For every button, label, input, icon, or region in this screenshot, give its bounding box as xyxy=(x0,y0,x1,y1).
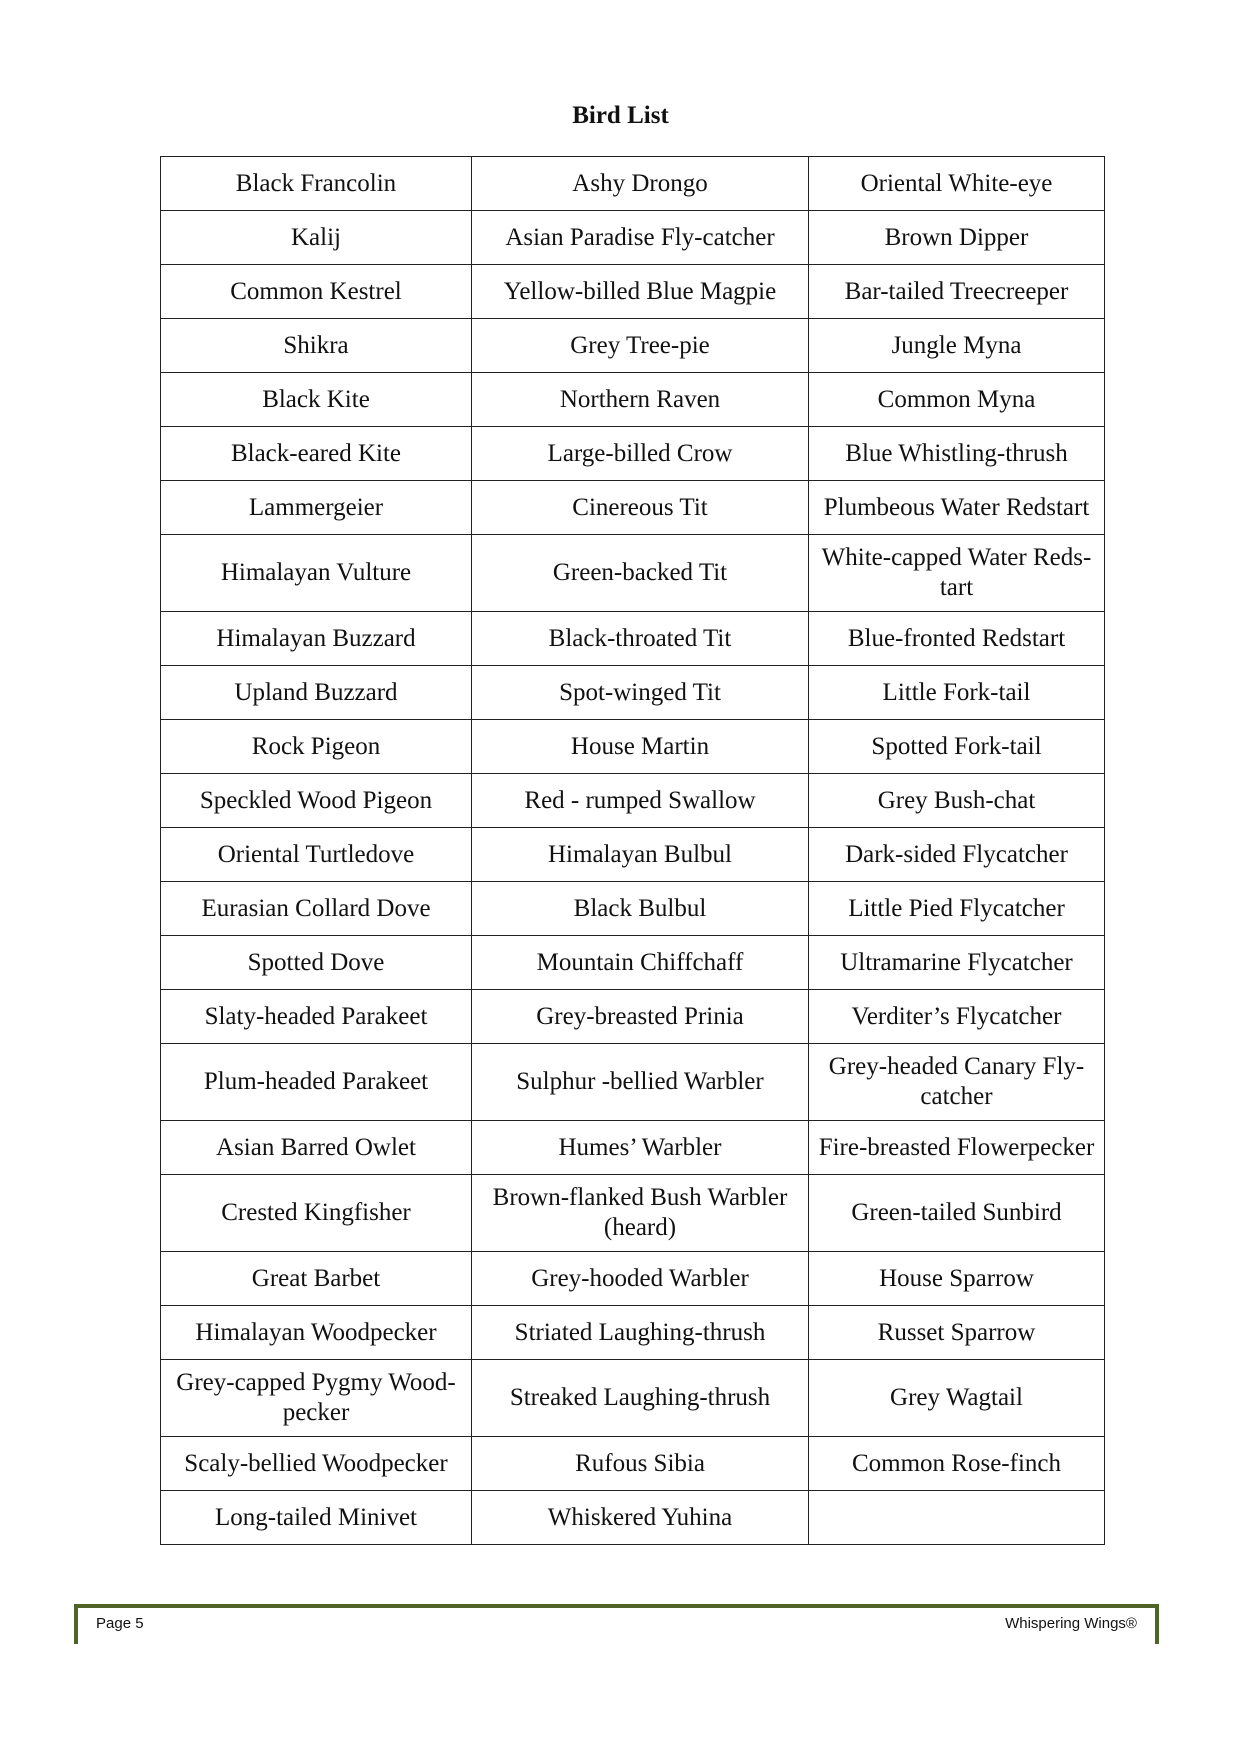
table-cell: Little Pied Flycatcher xyxy=(809,882,1105,936)
table-row xyxy=(161,1437,1105,1491)
table-cell: Crested Kingfisher xyxy=(161,1175,472,1252)
table-row xyxy=(161,666,1105,720)
table-cell: Brown-flanked Bush Warbler (heard) xyxy=(472,1175,809,1252)
table-cell: Common Rose-finch xyxy=(809,1437,1105,1491)
table-row xyxy=(161,319,1105,373)
table-cell: Asian Paradise Fly-catcher xyxy=(472,211,809,265)
table-cell: Yellow-billed Blue Magpie xyxy=(472,265,809,319)
table-cell: Himalayan Buzzard xyxy=(161,612,472,666)
table-cell: Black-eared Kite xyxy=(161,427,472,481)
table-cell: Ashy Drongo xyxy=(472,157,809,211)
table-row xyxy=(161,720,1105,774)
table-cell: Grey-hooded Warbler xyxy=(472,1252,809,1306)
table-cell: Speckled Wood Pigeon xyxy=(161,774,472,828)
table-cell: Kalij xyxy=(161,211,472,265)
table-row xyxy=(161,612,1105,666)
table-cell: Streaked Laughing-thrush xyxy=(472,1360,809,1437)
footer-brand: Whispering Wings® xyxy=(1005,1615,1137,1632)
table-cell: Verditer’s Flycatcher xyxy=(809,990,1105,1044)
table-cell: Cinereous Tit xyxy=(472,481,809,535)
table-row xyxy=(161,882,1105,936)
table-cell: Blue Whistling-thrush xyxy=(809,427,1105,481)
table-cell: Grey Tree-pie xyxy=(472,319,809,373)
table-cell: Eurasian Collard Dove xyxy=(161,882,472,936)
table-row xyxy=(161,1491,1105,1545)
table-cell: Red - rumped Swallow xyxy=(472,774,809,828)
table-cell: Rock Pigeon xyxy=(161,720,472,774)
table-cell: Asian Barred Owlet xyxy=(161,1121,472,1175)
table-cell: Fire-breasted Flowerpecker xyxy=(809,1121,1105,1175)
table-cell: Brown Dipper xyxy=(809,211,1105,265)
table-cell: Little Fork-tail xyxy=(809,666,1105,720)
table-row xyxy=(161,373,1105,427)
table-cell: House Sparrow xyxy=(809,1252,1105,1306)
table-cell: Himalayan Woodpecker xyxy=(161,1306,472,1360)
table-cell: Whiskered Yuhina xyxy=(472,1491,809,1545)
table-row xyxy=(161,1306,1105,1360)
table-cell: Spotted Fork-tail xyxy=(809,720,1105,774)
table-row xyxy=(161,1252,1105,1306)
table-row xyxy=(161,1044,1105,1121)
table-cell: Black-throated Tit xyxy=(472,612,809,666)
table-cell: Spot-winged Tit xyxy=(472,666,809,720)
table-cell: Black Francolin xyxy=(161,157,472,211)
table-cell: Striated Laughing-thrush xyxy=(472,1306,809,1360)
table-cell: Grey-breasted Prinia xyxy=(472,990,809,1044)
table-cell: Blue-fronted Redstart xyxy=(809,612,1105,666)
table-cell: Oriental Turtledove xyxy=(161,828,472,882)
table-cell: Himalayan Bulbul xyxy=(472,828,809,882)
table-cell: Black Bulbul xyxy=(472,882,809,936)
footer-page-number: Page 5 xyxy=(96,1615,144,1632)
table-cell: Green-tailed Sunbird xyxy=(809,1175,1105,1252)
table-cell: Dark-sided Flycatcher xyxy=(809,828,1105,882)
table-row xyxy=(161,1121,1105,1175)
table-cell: Common Myna xyxy=(809,373,1105,427)
table-cell: Oriental White-eye xyxy=(809,157,1105,211)
footer-rule-left-tick xyxy=(74,1604,78,1644)
table-cell: Mountain Chiffchaff xyxy=(472,936,809,990)
table-cell xyxy=(809,1491,1105,1545)
table-cell: Grey-headed Canary Fly-catcher xyxy=(809,1044,1105,1121)
table-row xyxy=(161,265,1105,319)
table-row xyxy=(161,535,1105,612)
table-cell: Northern Raven xyxy=(472,373,809,427)
table-cell: Scaly-bellied Woodpecker xyxy=(161,1437,472,1491)
table-cell: Common Kestrel xyxy=(161,265,472,319)
footer-rule-right-tick xyxy=(1155,1604,1159,1644)
table-cell: Long-tailed Minivet xyxy=(161,1491,472,1545)
table-cell: Jungle Myna xyxy=(809,319,1105,373)
table-cell: Grey Bush-chat xyxy=(809,774,1105,828)
page-title: Bird List xyxy=(572,102,669,129)
table-cell: Spotted Dove xyxy=(161,936,472,990)
table-cell: White-capped Water Reds-tart xyxy=(809,535,1105,612)
table-row xyxy=(161,481,1105,535)
table-row xyxy=(161,990,1105,1044)
table-cell: Bar-tailed Treecreeper xyxy=(809,265,1105,319)
table-cell: Lammergeier xyxy=(161,481,472,535)
table-cell: Himalayan Vulture xyxy=(161,535,472,612)
table-cell: Ultramarine Flycatcher xyxy=(809,936,1105,990)
table-cell: Shikra xyxy=(161,319,472,373)
table-row xyxy=(161,157,1105,211)
table-row xyxy=(161,211,1105,265)
table-cell: Plumbeous Water Redstart xyxy=(809,481,1105,535)
table-cell: Great Barbet xyxy=(161,1252,472,1306)
table-row xyxy=(161,828,1105,882)
table-cell: House Martin xyxy=(472,720,809,774)
table-cell: Rufous Sibia xyxy=(472,1437,809,1491)
table-cell: Black Kite xyxy=(161,373,472,427)
table-cell: Upland Buzzard xyxy=(161,666,472,720)
bird-list-table xyxy=(160,156,1105,1545)
table-row xyxy=(161,427,1105,481)
table-cell: Slaty-headed Parakeet xyxy=(161,990,472,1044)
table-cell: Grey-capped Pygmy Wood-pecker xyxy=(161,1360,472,1437)
table-cell: Humes’ Warbler xyxy=(472,1121,809,1175)
table-row xyxy=(161,1175,1105,1252)
table-cell: Large-billed Crow xyxy=(472,427,809,481)
table-cell: Grey Wagtail xyxy=(809,1360,1105,1437)
table-row xyxy=(161,936,1105,990)
table-cell: Green-backed Tit xyxy=(472,535,809,612)
table-row xyxy=(161,774,1105,828)
footer-rule xyxy=(74,1604,1159,1608)
table-cell: Russet Sparrow xyxy=(809,1306,1105,1360)
table-row xyxy=(161,1360,1105,1437)
table-cell: Plum-headed Parakeet xyxy=(161,1044,472,1121)
table-cell: Sulphur -bellied Warbler xyxy=(472,1044,809,1121)
